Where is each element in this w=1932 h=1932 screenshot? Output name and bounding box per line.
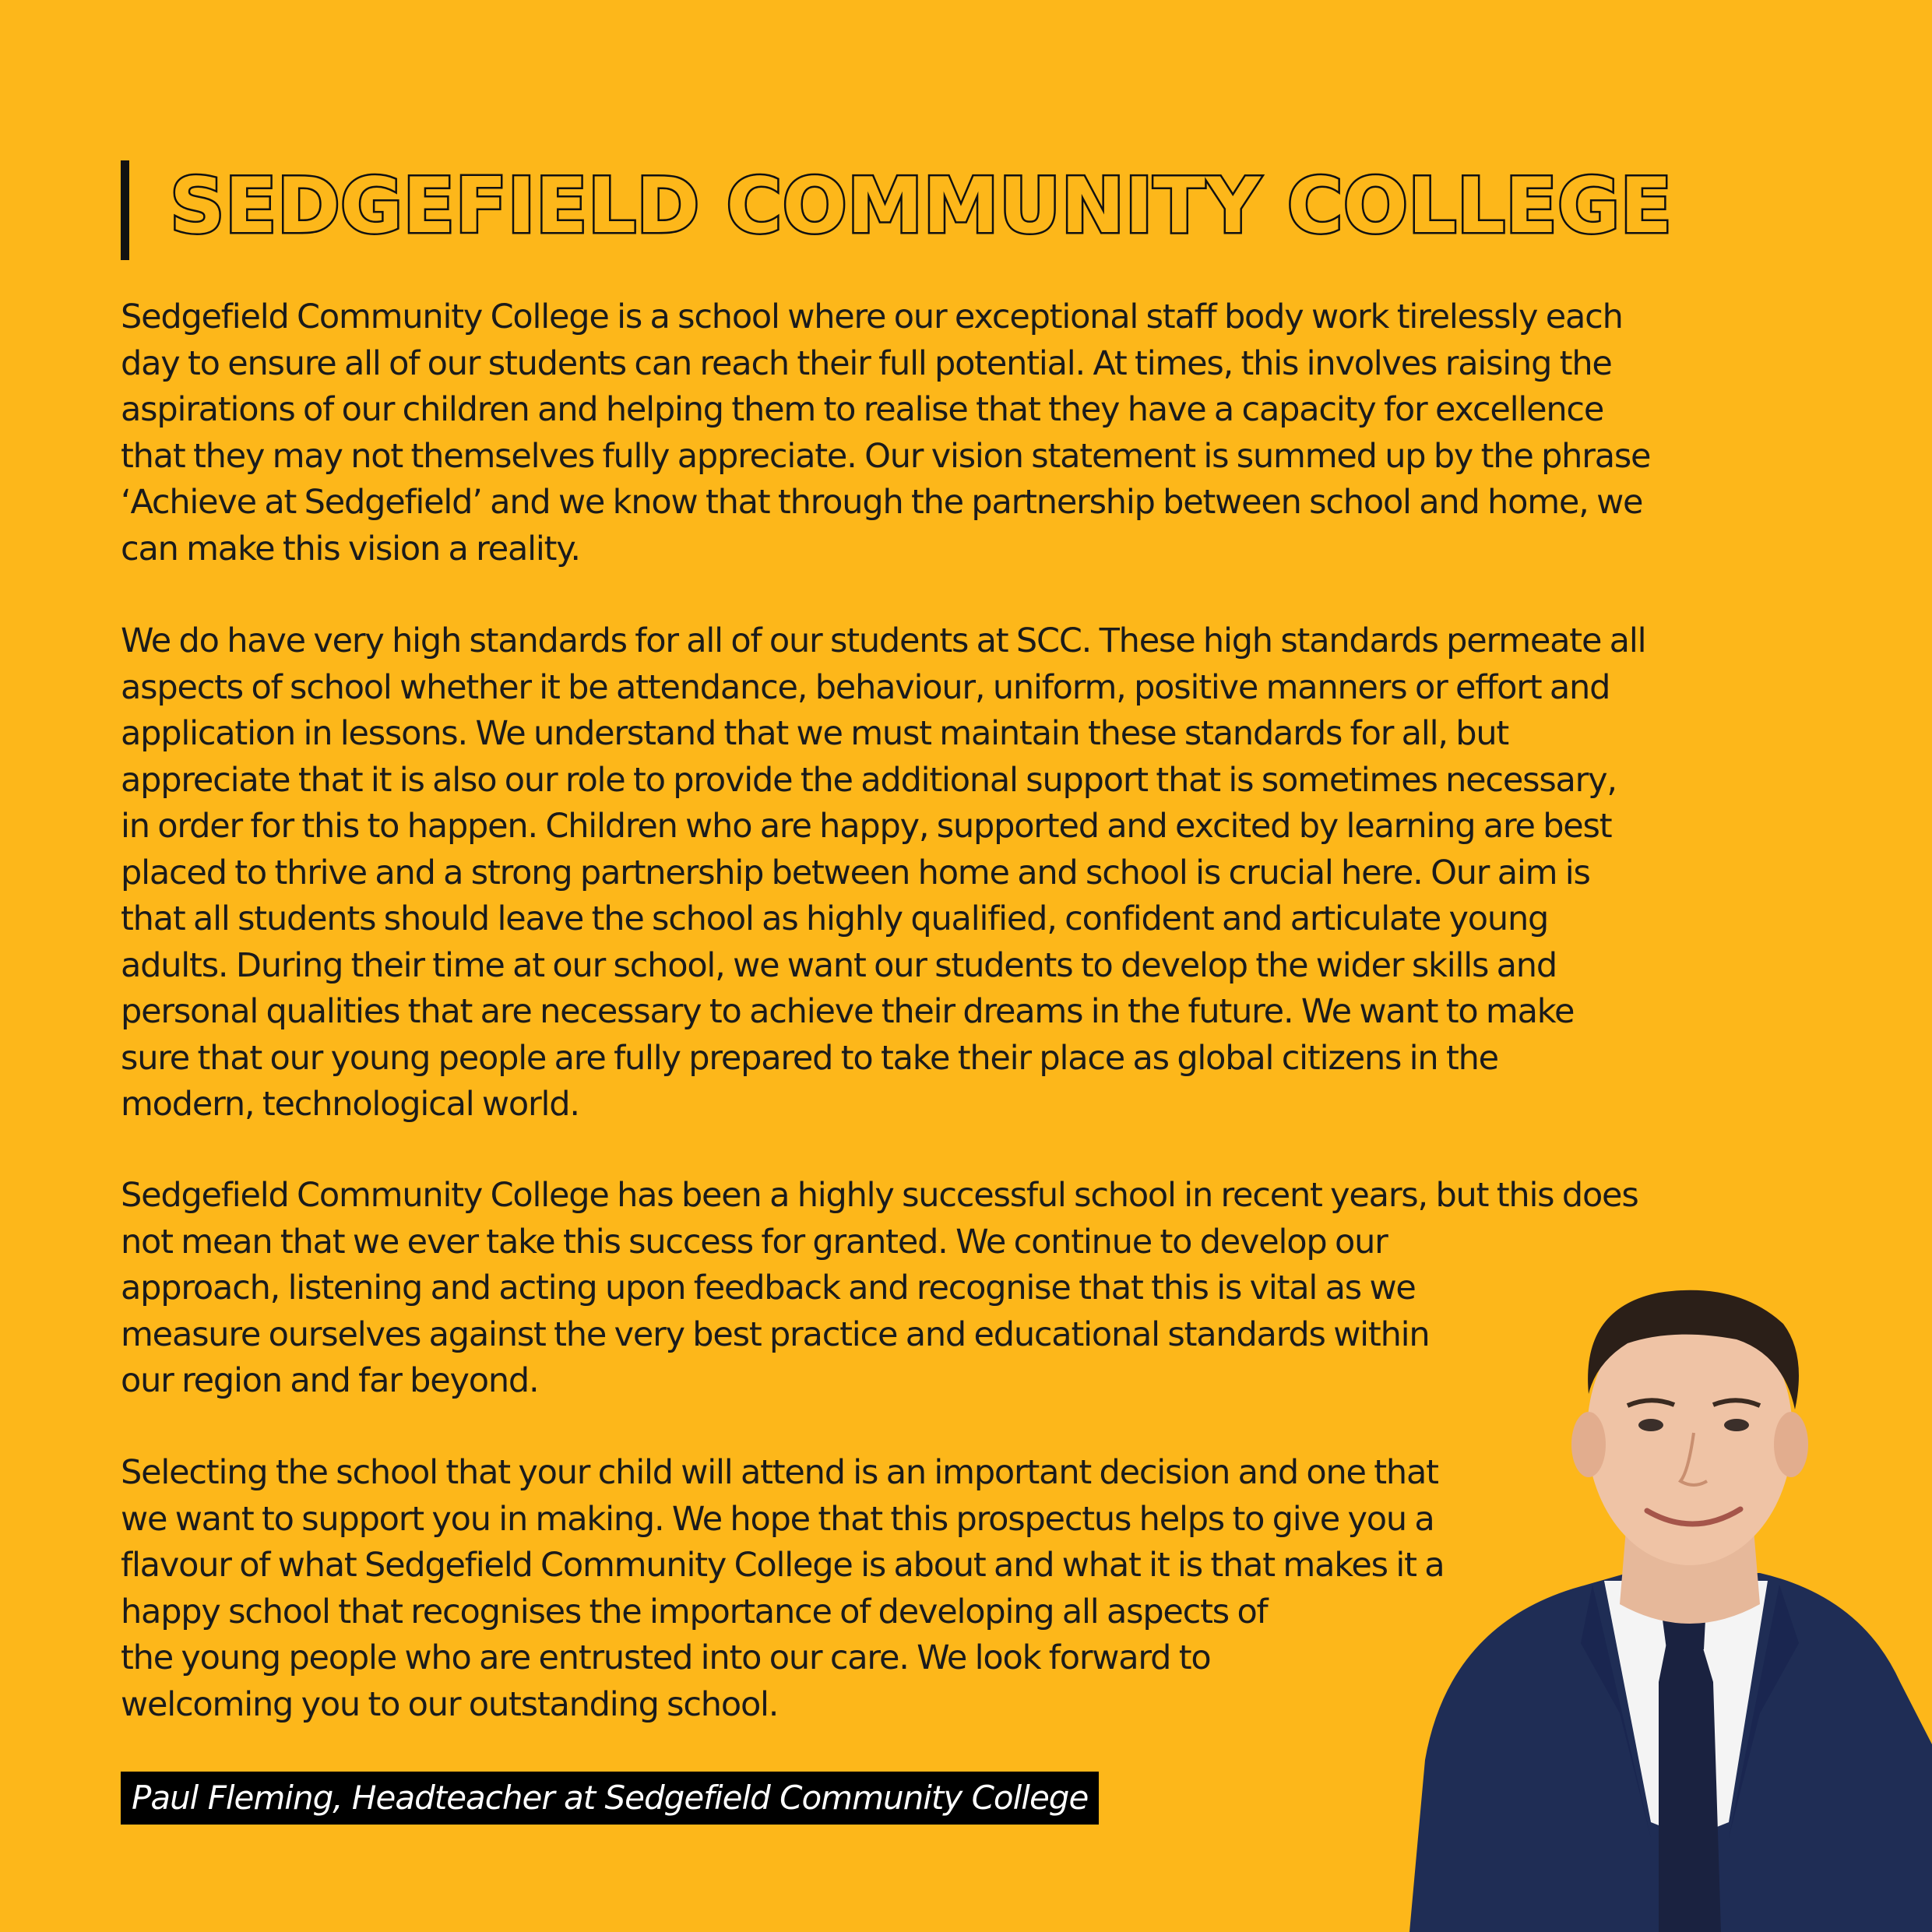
headteacher-portrait bbox=[1394, 1277, 1932, 1932]
page-title: SEDGEFIELD COMMUNITY COLLEGE bbox=[170, 162, 1673, 251]
tie bbox=[1659, 1643, 1721, 1932]
portrait-caption: Paul Fleming, Headteacher at Sedgefield Community College bbox=[121, 1772, 1099, 1825]
body-paragraph-1: Sedgefield Community College is a school where our exceptional staff body work tirelessly each day to ensure all of our students can reach their full potential. At times, this involves raising the aspirations of our children and helping them to realise that they have a capacity for excellence that they may not themselves fully appreciate. Our vision statement is summed up by the phrase ‘Achieve at Sedgefield’ and we know that through the partnership between school and home, we can make this vision a reality. bbox=[121, 297, 1651, 568]
body-paragraph-4: Selecting the school that your child will attend is an important decision and one that we want to support you in making. We hope that this prospectus helps to give you a flavour of what Sedgefield Community College is about and what it is that makes it a happy school that recognises the importance of developing all aspects of the young people who are entrusted into our care. We look forward to welcoming you to our outstanding school. bbox=[121, 1453, 1445, 1724]
title-accent-bar bbox=[121, 160, 129, 260]
body-paragraph-3: Sedgefield Community College has been a highly successful school in recent years, but this does not mean that we ever take this success for granted. We continue to develop our approach, listening and acting upon feedback and recognise that this is vital as we measure ourselves against the very best practice and educational standards within our region and far beyond. bbox=[121, 1176, 1638, 1400]
body-paragraph-2: We do have very high standards for all of our students at SCC. These high standards permeate all aspects of school whether it be attendance, behaviour, uniform, positive manners or effort and application in lessons. We understand that we must maintain these standards for all, but appreciate that it is also our role to provide the additional support that is sometimes necessary, in order for this to happen. Children who are happy, supported and excited by learning are best placed to thrive and a strong partnership between home and school is crucial here. Our aim is that all students should leave the school as highly qualified, confident and articulate young adults. During their time at our school, we want our students to develop the wider skills and personal qualities that are necessary to achieve their dreams in the future. We want to make sure that our young people are fully prepared to take their place as global citizens in the modern, technological world. bbox=[121, 621, 1646, 1124]
